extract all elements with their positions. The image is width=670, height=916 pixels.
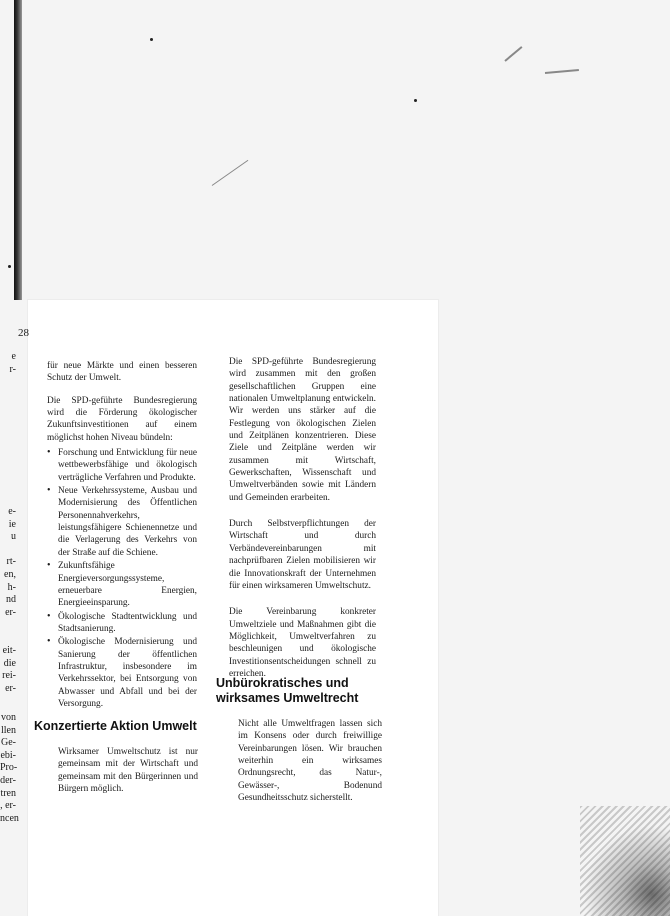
previous-column-fragment: von llen Ge- ebi- Pro- der- tren , er- ncen (0, 712, 19, 824)
section-heading: Konzertierte Aktion Umwelt (34, 719, 197, 733)
scan-binding-edge (14, 0, 22, 300)
page-number: 28 (18, 327, 29, 339)
scan-speck (414, 99, 417, 102)
previous-column-fragment: eit- die rei- er- (2, 645, 16, 694)
scan-mark (212, 160, 249, 186)
scan-noise (580, 806, 670, 916)
closing-paragraph: Wirksamer Umweltschutz ist nur gemeinsam mit der Wirtschaft und gemeinsam mit den Bürgerinnen und Bürgern möglich. (58, 747, 198, 795)
paragraph: Durch Selbstverpflichtungen der Wirtschaft und durch Verbändevereinbarungen mit nachprüfbaren Zielen mobilisieren wir die Innovationskraft der Unternehmen für einen wirksameren Umweltschutz. (229, 519, 376, 591)
left-column-closing (58, 746, 198, 805)
list-item: • Ökologische Modernisierung und Sanierung der öffentlichen Infrastruktur, insbesondere im Verkehrssektor, bei Entsorgung von Abwasser und Abfall und bei der Versorgung. (47, 636, 197, 710)
lead-paragraph: Die SPD-geführte Bundesregierung wird die Förderung ökologischer Zukunftsinvestitionen auf einem möglichst hohen Niveau bündeln: (47, 395, 197, 443)
list-item: • Neue Verkehrssysteme, Ausbau und Modernisierung des Öffentlichen Personennahverkehrs, leistungsfähigere Schienennetze und die Verlagerung des Verkehrs von der Straße auf die Schiene. (47, 485, 197, 559)
right-column-closing (238, 718, 382, 814)
list-item: • Zukunftsfähige Energieversorgungssysteme, erneuerbare Energien, Energieeinsparung. (47, 560, 197, 609)
paragraph: Die SPD-geführte Bundesregierung wird zusammen mit den großen gesellschaftlichen Gruppen eine nationalen Umweltplanung entwickeln. Wir werden uns stärker auf die Festlegung von ökologischen Zielen und Zeitplänen konzentrieren. Diese Ziele und Zeitpläne werden wir zusammen mit Wirtschaft, Gewerkschaften, Wissenschaft und Umweltverbänden sowie mit Ländern und Gemeinden erarbeiten. (229, 357, 376, 503)
closing-paragraph: Nicht alle Umweltfragen lassen sich im Konsens oder durch freiwillige Vereinbarungen lösen. Wir brauchen weiterhin ein wirksames Ordnungsrecht, das Natur-, Gewässer-, Bodenund Gesundheitsschutz sicherstellt. (238, 719, 382, 804)
investment-list (47, 447, 197, 710)
scan-mark (504, 46, 522, 62)
paragraph: Die Vereinbarung konkreter Umweltziele und Maßnahmen gibt die Möglichkeit, Umweltverfahren zu beschleunigen und ökologische Investitionsentscheidungen schnell zu erreichen. (229, 607, 376, 679)
section-heading: Unbürokratisches und wirksames Umweltrecht (216, 676, 359, 705)
previous-column-fragment: e r- (9, 351, 16, 375)
previous-column-fragment: e- ie u rt- en, h- nd er- (4, 506, 16, 618)
list-item: • Ökologische Stadtentwicklung und Stadtsanierung. (47, 611, 197, 636)
intro-paragraph: für neue Märkte und einen besseren Schutz der Umwelt. (47, 361, 197, 384)
scan-speck (150, 38, 153, 41)
list-item: • Forschung und Entwicklung für neue wettbewerbsfähige und ökologisch verträgliche Verfahren und Produkte. (47, 447, 197, 484)
scan-speck (8, 265, 11, 268)
right-column (229, 356, 376, 690)
scan-mark (545, 69, 579, 74)
left-column (47, 360, 197, 711)
